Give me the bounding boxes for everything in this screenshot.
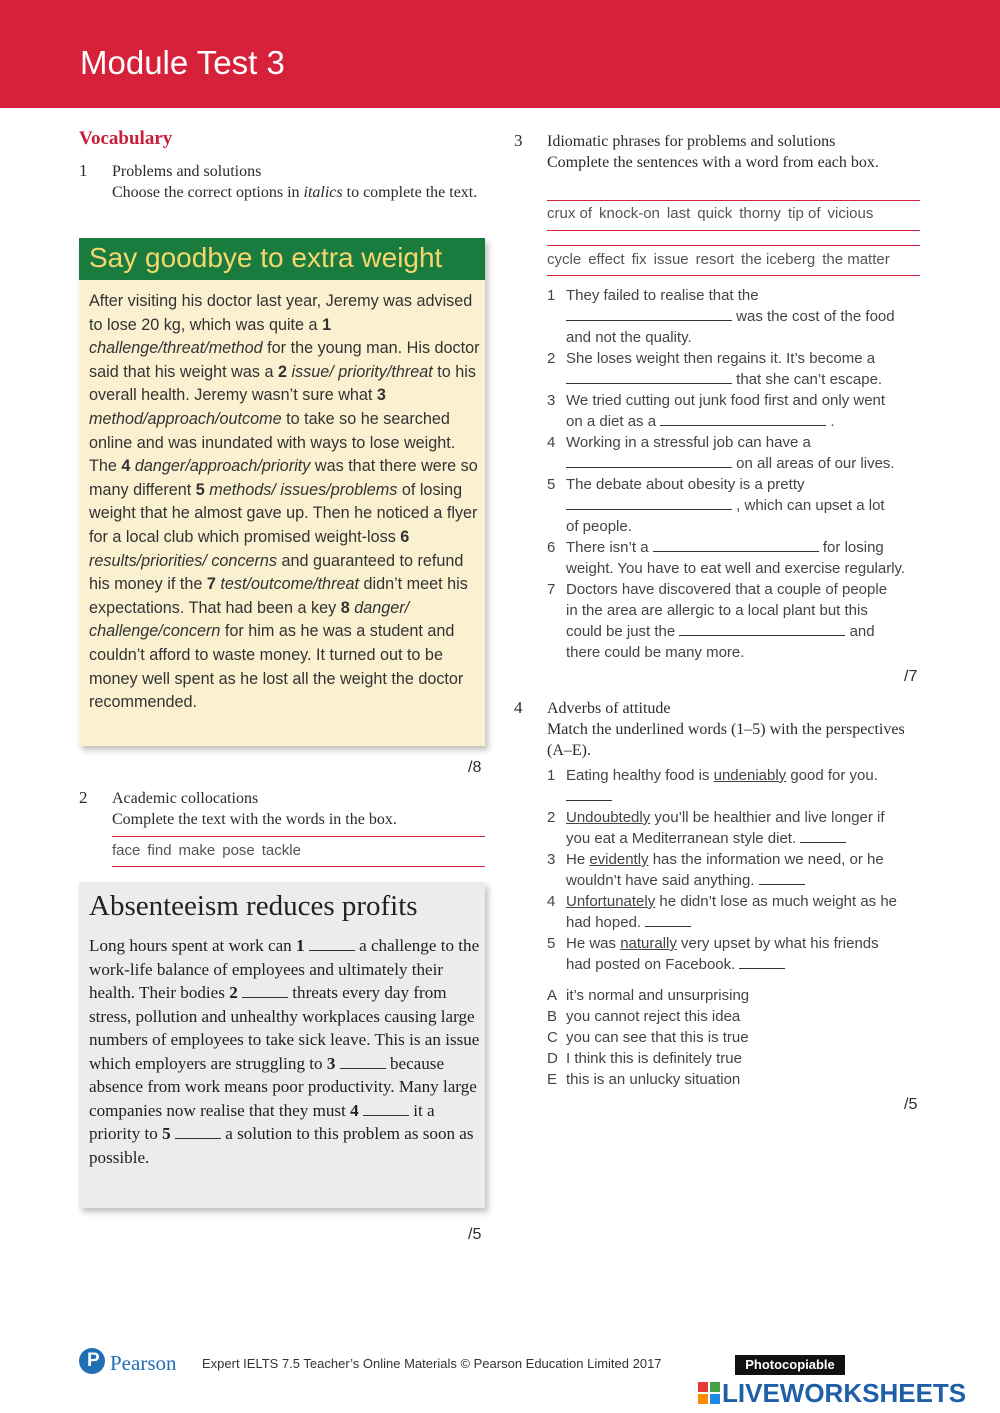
q3-box2-rule-top: [547, 245, 920, 246]
word-box-item: find: [147, 842, 172, 859]
word-box-item: thorny: [739, 205, 781, 222]
q4-answer-3-input[interactable]: [759, 870, 805, 885]
option-group-2[interactable]: issue/ priority/threat: [291, 362, 433, 381]
q3-gap-7-input[interactable]: [679, 621, 845, 636]
q1-instructions: Choose the correct options in italics to complete the text.: [112, 184, 478, 201]
q3-word-box-2: [547, 251, 897, 268]
q3-item-3: 3 We tried cutting out junk food first and only went on a diet as a .: [547, 392, 886, 430]
article-card-header: [79, 238, 485, 280]
q3-gap-1-input[interactable]: [566, 306, 732, 321]
word-box-item: effect: [588, 251, 625, 268]
q4-heading: [547, 698, 922, 761]
q4-title: Adverbs of attitude: [547, 700, 671, 717]
word-box-item: vicious: [827, 205, 874, 222]
gap-1-input[interactable]: [309, 936, 355, 951]
gap-4-input[interactable]: [363, 1101, 409, 1116]
article-title: Say goodbye to extra weight: [89, 242, 443, 273]
q2-word-box: [112, 842, 308, 859]
word-box-item: fix: [631, 251, 647, 268]
q3-gap-4-input[interactable]: [566, 453, 732, 468]
q4-answer-2-input[interactable]: [800, 828, 846, 843]
q3-score: /7: [904, 668, 918, 685]
q3-gap-5-input[interactable]: [566, 495, 732, 510]
article-card-weight: [79, 238, 485, 746]
word-box-item: the matter: [822, 251, 890, 268]
option-group-6[interactable]: results/priorities/ concerns: [89, 551, 278, 570]
word-box-item: make: [178, 842, 216, 859]
article-body: After visiting his doctor last year, Jeremy was advised to lose 20 kg, which was quite a 1 challenge/threat/method for the young man. His doctor said that his weight was a 2 issue/ priority/threat to his overall health. Jeremy wasn’t sure what 3 method/approach/outcome to take so he searched online and was inundated with ways to lose weight. The 4 danger/approach/priority was that there were so many different 5 methods/ issues/problems of losing weight that he almost gave up. Then he noticed a flyer for a local club which promised weight-loss 6 results/priorities/ concerns and guaranteed to refund his money if the 7 test/outcome/threat didn’t meet his expectations. That had been a key 8 danger/ challenge/concern for him as he was a student and couldn’t afford to waste money. It turned out to be money well spent as he lost all the weight the doctor recommended.: [89, 292, 480, 712]
option-group-1[interactable]: challenge/threat/method: [89, 339, 263, 358]
word-box-item: tackle: [261, 842, 301, 859]
q4-instructions: Match the underlined words (1–5) with the perspectives (A–E).: [547, 721, 905, 759]
q2-box-rule-top: [112, 836, 485, 837]
q3-item-7: 7 Doctors have discovered that a couple of people in the area are allergic to a local plant but this could be just the and there could be many more.: [547, 581, 888, 661]
q4-item-3: 3 He evidently has the information we need, or he wouldn’t have said anything.: [547, 851, 884, 889]
q4-item-2: 2 Undoubtedly you’ll be healthier and live longer if you eat a Mediterranean style diet.: [547, 809, 885, 847]
liveworksheets-brand: LIVEWORKSHEETS: [722, 1378, 967, 1408]
q4-answer-5-input[interactable]: [739, 954, 785, 969]
q4-option-b: B you cannot reject this idea: [547, 1008, 741, 1025]
word-box-item: tip of: [787, 205, 821, 222]
q4-option-a: A it’s normal and unsurprising: [547, 987, 750, 1004]
article-title: Absenteeism reduces profits: [89, 890, 418, 922]
q4-answer-1-input[interactable]: [566, 786, 612, 801]
q2-score: /5: [468, 1226, 482, 1243]
q2-instructions: Complete the text with the words in the box.: [112, 811, 397, 828]
word-box-item: resort: [695, 251, 734, 268]
word-box-item: face: [112, 842, 141, 859]
q3-item-1: 1 They failed to realise that the was the cost of the food and not the quality.: [547, 287, 895, 346]
q1-heading: [112, 161, 487, 203]
q4-number: 4: [514, 698, 523, 717]
q3-title: Idiomatic phrases for problems and solutions: [547, 133, 836, 150]
q3-box1-rule-top: [547, 200, 920, 201]
q3-number: 3: [514, 131, 523, 150]
word-box-item: last: [666, 205, 691, 222]
gap-5-input[interactable]: [175, 1124, 221, 1139]
page-title: Module Test 3: [80, 44, 285, 81]
q2-box-rule-bottom: [112, 866, 485, 867]
q4-score: /5: [904, 1096, 918, 1113]
section-title-vocabulary: Vocabulary: [79, 128, 173, 149]
q2-number: 2: [79, 788, 88, 807]
option-group-7[interactable]: test/outcome/threat: [220, 575, 359, 594]
copyright-text: Expert IELTS 7.5 Teacher’s Online Materials © Pearson Education Limited 2017: [202, 1356, 662, 1371]
q3-heading: [547, 131, 922, 173]
q4-item-1: 1 Eating healthy food is undeniably good for you.: [547, 765, 927, 807]
pearson-logo-letter: P: [87, 1350, 100, 1371]
underlined-adverb: undeniably: [713, 767, 787, 784]
option-group-4[interactable]: danger/approach/priority: [134, 457, 311, 476]
q2-heading: [112, 788, 487, 830]
underlined-adverb: Unfortunately: [566, 893, 656, 910]
q1-number: 1: [79, 161, 88, 180]
q3-item-5: 5 The debate about obesity is a pretty , which can upset a lot of people.: [547, 476, 885, 535]
q3-box1-rule-bottom: [547, 230, 920, 231]
word-box-item: pose: [222, 842, 255, 859]
photocopiable-badge: Photocopiable: [735, 1355, 845, 1375]
option-group-8[interactable]: danger/ challenge/concern: [89, 598, 410, 641]
liveworksheets-logo-icon: [698, 1382, 720, 1404]
gap-3-input[interactable]: [340, 1054, 386, 1069]
q3-word-box-1: [547, 205, 880, 222]
q3-gap-3-input[interactable]: [660, 411, 826, 426]
underlined-adverb: Undoubtedly: [566, 809, 651, 826]
q3-instructions: Complete the sentences with a word from each box.: [547, 154, 879, 171]
q3-gap-6-input[interactable]: [653, 537, 819, 552]
option-group-3[interactable]: method/approach/outcome: [89, 409, 282, 428]
q4-item-4: 4 Unfortunately he didn’t lose as much weight as he had hoped.: [547, 893, 898, 931]
q4-item-5: 5 He was naturally very upset by what his friends had posted on Facebook.: [547, 935, 879, 973]
gap-2-input[interactable]: [242, 983, 288, 998]
article-body: Long hours spent at work can 1 a challenge to the work-life balance of employees and ultimately their health. Their bodies 2 threats every day from stress, pollution and unhealthy workplaces causing large numbers of employees to take sick leave. This is an issue which employers are struggling to 3 because absence from work means poor productivity. Many large companies now realise that they must 4 it a priority to 5 a solution to this problem as soon as possible.: [89, 936, 480, 1167]
q4-option-e: E this is an unlucky situation: [547, 1071, 741, 1088]
q1-title: Problems and solutions: [112, 163, 262, 180]
pearson-brand: Pearson: [110, 1351, 177, 1375]
q4-answer-4-input[interactable]: [645, 912, 691, 927]
word-box-item: quick: [697, 205, 733, 222]
article-card-absenteeism: [79, 882, 485, 1208]
word-box-item: cycle: [547, 251, 582, 268]
q3-item-6: 6 There isn’t a for losing weight. You have to eat well and exercise regularly.: [547, 539, 906, 577]
header-bar: [0, 0, 1000, 108]
q4-option-d: D I think this is definitely true: [547, 1050, 742, 1067]
word-box-item: crux of: [547, 205, 593, 222]
word-box-item: issue: [653, 251, 689, 268]
q3-item-4: 4 Working in a stressful job can have a on all areas of our lives.: [547, 434, 895, 472]
underlined-adverb: evidently: [589, 851, 649, 868]
q3-gap-2-input[interactable]: [566, 369, 732, 384]
word-box-item: knock-on: [599, 205, 660, 222]
word-box-item: the iceberg: [740, 251, 816, 268]
q4-option-c: C you can see that this is true: [547, 1029, 749, 1046]
underlined-adverb: naturally: [620, 935, 677, 952]
option-group-5[interactable]: methods/ issues/problems: [209, 480, 398, 499]
q1-score: /8: [468, 759, 482, 776]
q3-box2-rule-bottom: [547, 275, 920, 276]
q2-title: Academic collocations: [112, 790, 259, 807]
q3-item-2: 2 She loses weight then regains it. It’s become a that she can’t escape.: [547, 350, 883, 388]
